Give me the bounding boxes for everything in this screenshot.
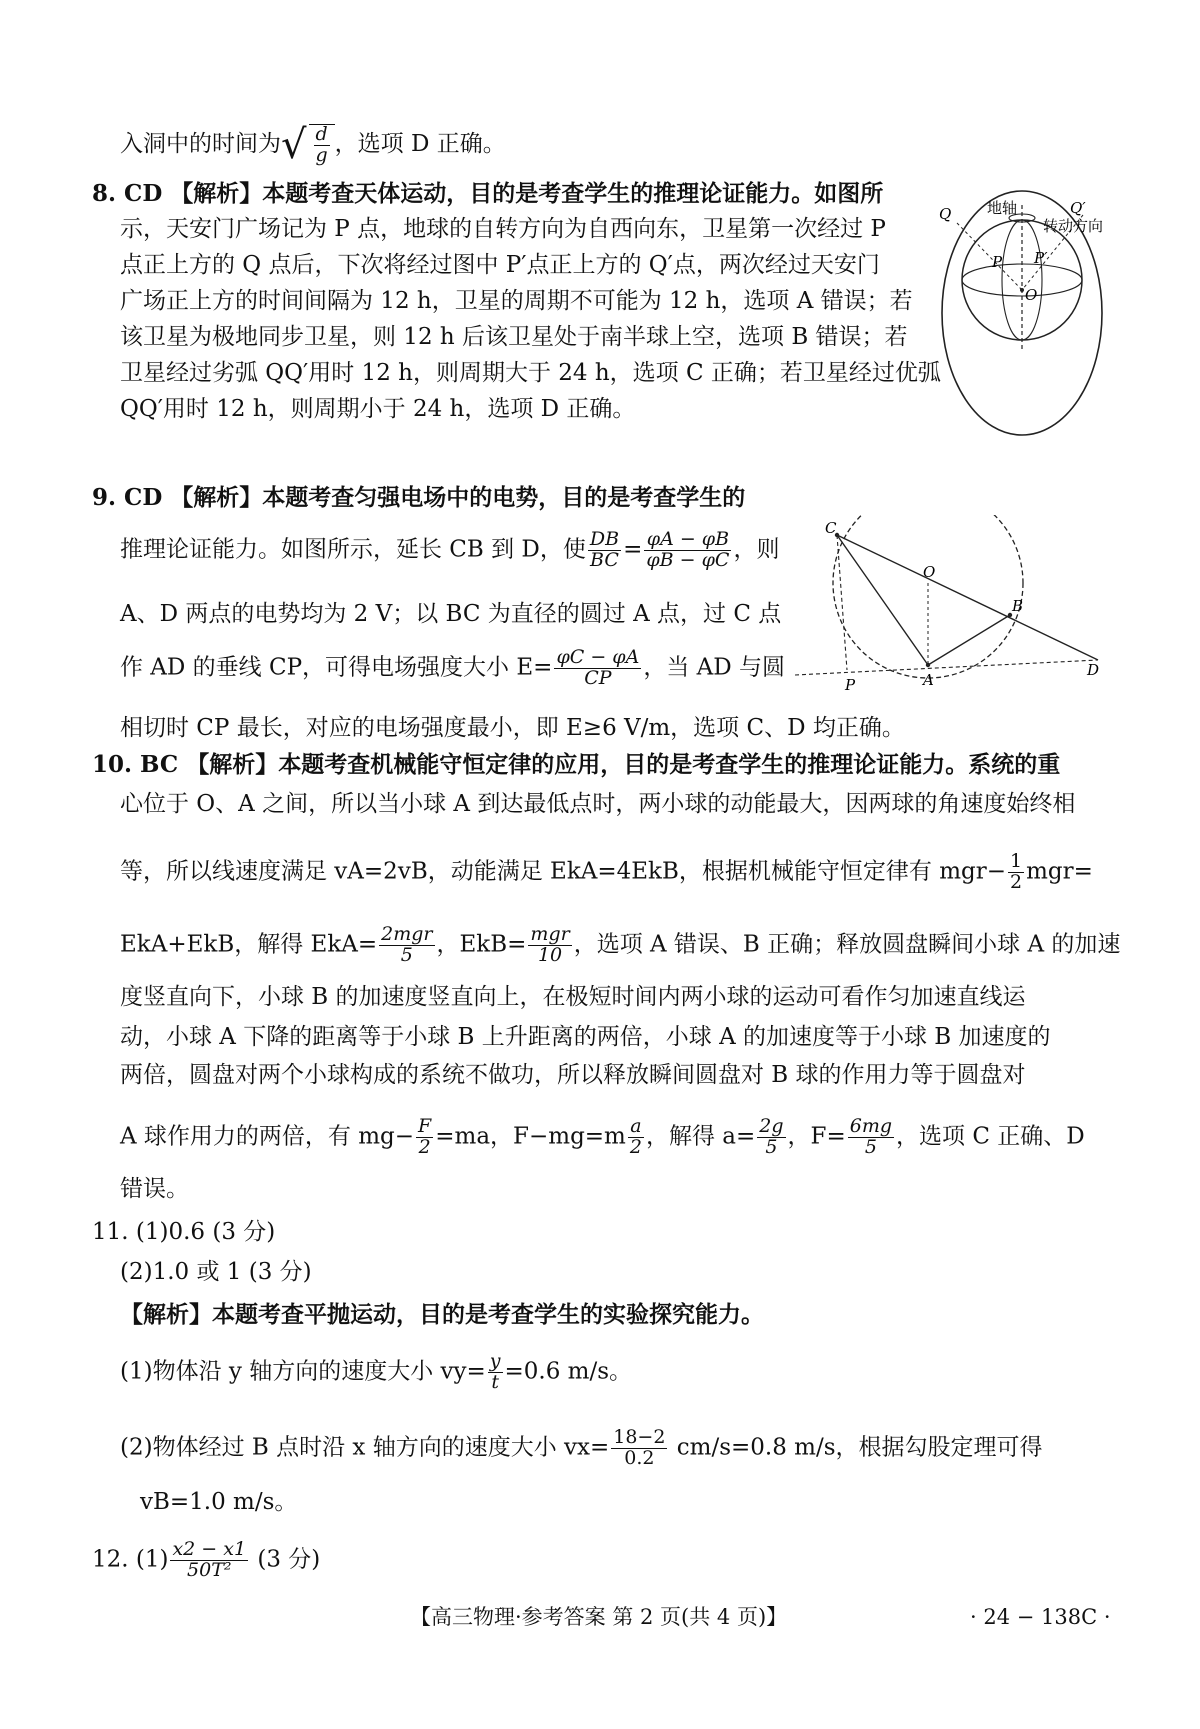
rotation-label: 转动方向 xyxy=(1043,217,1104,235)
q11-text-end: =0.6 m/s。 xyxy=(504,1358,633,1385)
q10-line-9: 错误。 xyxy=(120,1176,189,1202)
frac-num: 2mgr xyxy=(381,923,433,945)
label-A: A xyxy=(923,671,934,689)
frac-den: CP xyxy=(584,666,612,689)
q9-text: 推理论证能力。如图所示，延长 CB 到 D，使 xyxy=(120,536,586,563)
label-P: P xyxy=(992,253,1003,271)
frac-num: F xyxy=(418,1115,432,1137)
frac-num: mgr xyxy=(530,923,570,945)
q10-line-4 xyxy=(120,925,1120,966)
q12-text: 12. (1) xyxy=(92,1546,169,1573)
frac-den: 2 xyxy=(418,1135,431,1158)
earth-satellite-figure xyxy=(935,185,1110,440)
frac-den: 5 xyxy=(864,1135,877,1158)
circuit-circle-figure xyxy=(795,515,1105,695)
q11-text: (2)物体经过 B 点时沿 x 轴方向的速度大小 vx= xyxy=(120,1434,610,1461)
frac-num: 2g xyxy=(759,1115,784,1137)
label-O: O xyxy=(1025,286,1038,304)
fraction-half xyxy=(1008,852,1024,893)
q8-line-5: 该卫星为极地同步卫星，则 12 h 后该卫星处于南半球上空，选项 B 错误；若 xyxy=(120,324,908,350)
label-D: D xyxy=(1087,661,1100,679)
q11-line-1: 11. (1)0.6 (3 分) xyxy=(92,1219,276,1245)
meridian-ellipse xyxy=(1002,220,1042,340)
frac-den: g xyxy=(315,144,328,166)
axis-label: 地轴 xyxy=(987,199,1018,217)
q9-text-end: ，则 xyxy=(733,536,780,563)
q10-text: ，EkB= xyxy=(436,931,527,958)
q10-text: A 球作用力的两倍，有 mg− xyxy=(120,1123,415,1150)
q7-text: 入洞中的时间为 xyxy=(120,131,281,157)
point-A xyxy=(926,663,930,667)
frac-num: y xyxy=(489,1350,501,1372)
fraction xyxy=(314,125,330,166)
fraction-vx xyxy=(611,1428,667,1469)
q11-line-5 xyxy=(120,1428,1043,1469)
q11-line-6: vB=1.0 m/s。 xyxy=(140,1489,298,1515)
q9-line-2 xyxy=(120,530,779,571)
frac-den: 5 xyxy=(400,943,413,966)
q8-line-6: 卫星经过劣弧 QQ′用时 12 h，则周期大于 24 h，选项 C 正确；若卫星经过优弧 xyxy=(120,360,941,386)
q10-line-3 xyxy=(120,852,1093,893)
fraction-x2-x1 xyxy=(170,1540,248,1581)
frac-den: 5 xyxy=(765,1135,778,1158)
frac-num: 1 xyxy=(1010,850,1023,872)
label-Q-prime: Q′ xyxy=(1070,199,1086,217)
label-B: B xyxy=(1012,597,1024,615)
q10-line-2: 心位于 O、A 之间，所以当小球 A 到达最低点时，两小球的动能最大，因两球的角速度始终相 xyxy=(120,791,1076,817)
q12-text-end: (3 分) xyxy=(250,1546,321,1573)
frac-den: 2 xyxy=(629,1135,642,1158)
label-Q: Q xyxy=(939,205,952,223)
fraction-F2 xyxy=(416,1117,433,1158)
q10-text: ，解得 a= xyxy=(645,1123,756,1150)
q11-line-4 xyxy=(120,1352,632,1393)
equals: = xyxy=(623,536,643,563)
q9-text-end: ，当 AD 与圆 xyxy=(643,654,785,681)
q10-text: EkA+EkB，解得 EkA= xyxy=(120,931,378,958)
fraction-2g5 xyxy=(757,1117,785,1158)
label-P: P xyxy=(845,676,856,694)
frac-den: BC xyxy=(590,548,619,571)
q8-line-2: 示，天安门广场记为 P 点，地球的自转方向为自西向东，卫星第一次经过 P xyxy=(120,216,886,242)
line-CP xyxy=(837,535,847,670)
q10-text-end: ，选项 A 错误、B 正确；释放圆盘瞬间小球 A 的加速 xyxy=(573,931,1121,958)
frac-den: φB − φC xyxy=(646,548,730,571)
frac-den: 0.2 xyxy=(624,1446,655,1469)
frac-num: x2 − x1 xyxy=(172,1538,247,1560)
line-AB xyxy=(928,615,1010,665)
q10-text-end: mgr= xyxy=(1026,858,1093,885)
q7-text-end: ，选项 D 正确。 xyxy=(334,131,506,157)
q10-line-5: 度竖直向下，小球 B 的加速度竖直向上，在极短时间内两小球的运动可看作匀加速直线运 xyxy=(120,984,1026,1010)
fraction-EkA xyxy=(379,925,434,966)
frac-num: φC − φA xyxy=(556,646,640,668)
q8-line-4: 广场正上方的时间间隔为 12 h，卫星的周期不可能为 12 h，选项 A 错误；若 xyxy=(120,288,913,314)
q9-line-5: 相切时 CP 最长，对应的电场强度最小，即 E≥6 V/m，选项 C、D 均正确。 xyxy=(120,715,905,741)
q9-line-4 xyxy=(120,648,785,689)
q8-line-3: 点正上方的 Q 点后，下次将经过图中 P′点正上方的 Q′点，两次经过天安门 xyxy=(120,252,880,278)
line-AD xyxy=(795,660,1098,675)
earth-circle xyxy=(962,220,1082,340)
fraction-E xyxy=(554,648,641,689)
page-footer-code: · 24 − 138C · xyxy=(970,1605,1111,1629)
q10-line-1: 10. BC 【解析】本题考查机械能守恒定律的应用，目的是考查学生的推理论证能力。系统的重 xyxy=(92,751,1061,778)
q11-line-3: 【解析】本题考查平抛运动，目的是考查学生的实验探究能力。 xyxy=(120,1301,764,1328)
page-footer-center: 【高三物理·参考答案 第 2 页(共 4 页)】 xyxy=(410,1605,788,1629)
fraction-y-t xyxy=(488,1352,503,1393)
q8-line-7: QQ′用时 12 h，则周期小于 24 h，选项 D 正确。 xyxy=(120,396,636,422)
q11-text: (1)物体沿 y 轴方向的速度大小 vy= xyxy=(120,1358,486,1385)
label-C: C xyxy=(825,519,837,537)
frac-num: DB xyxy=(589,528,620,550)
fraction-DB-BC xyxy=(588,530,621,571)
fraction-EkB xyxy=(528,925,571,966)
fraction-6mg5 xyxy=(848,1117,894,1158)
frac-num: 18−2 xyxy=(613,1426,666,1448)
q11-text-end: cm/s=0.8 m/s，根据勾股定理可得 xyxy=(669,1434,1043,1461)
q10-text: =ma，F−mg=m xyxy=(435,1123,626,1150)
frac-den: t xyxy=(491,1370,499,1393)
q10-text: ，F= xyxy=(787,1123,846,1150)
q7-tail-line xyxy=(120,123,506,167)
q10-line-8 xyxy=(120,1117,1085,1158)
label-O: O xyxy=(923,563,936,581)
fraction-phi xyxy=(644,530,731,571)
frac-num: φA − φB xyxy=(644,530,731,551)
q10-line-7: 两倍，圆盘对两个小球构成的系统不做功，所以释放瞬间圆盘对 B 球的作用力等于圆盘对 xyxy=(120,1062,1026,1088)
q10-line-6: 动，小球 A 下降的距离等于小球 B 上升距离的两倍，小球 A 的加速度等于小球 B 加速度的 xyxy=(120,1024,1051,1050)
frac-den: 10 xyxy=(537,943,563,966)
q10-text-end: ，选项 C 正确、D xyxy=(896,1123,1085,1150)
frac-den: 2 xyxy=(1010,870,1023,893)
q9-line-1: 9. CD 【解析】本题考查匀强电场中的电势，目的是考查学生的 xyxy=(92,484,746,511)
q9-line-3: A、D 两点的电势均为 2 V；以 BC 为直径的圆过 A 点，过 C 点 xyxy=(120,601,782,627)
frac-num: 6mg xyxy=(849,1115,893,1137)
frac-num: d xyxy=(315,123,328,146)
center-dot xyxy=(1020,288,1024,292)
q10-text: 等，所以线速度满足 vA=2vB，动能满足 EkA=4EkB，根据机械能守恒定律有 mgr− xyxy=(120,858,1007,885)
q11-line-2: (2)1.0 或 1 (3 分) xyxy=(120,1259,312,1285)
q9-text: 作 AD 的垂线 CP，可得电场强度大小 E= xyxy=(120,654,553,681)
sqrt-body xyxy=(309,124,335,166)
q8-line-1: 8. CD 【解析】本题考查天体运动，目的是考查学生的推理论证能力。如图所 xyxy=(92,180,884,207)
frac-den: 50T² xyxy=(187,1558,232,1581)
sqrt-sign: √ xyxy=(281,122,307,168)
frac-num: a xyxy=(628,1117,644,1138)
label-P-prime: P′ xyxy=(1034,249,1048,267)
q12-line-1 xyxy=(92,1540,320,1581)
fraction-a2 xyxy=(628,1117,644,1158)
line-CA xyxy=(837,535,928,665)
